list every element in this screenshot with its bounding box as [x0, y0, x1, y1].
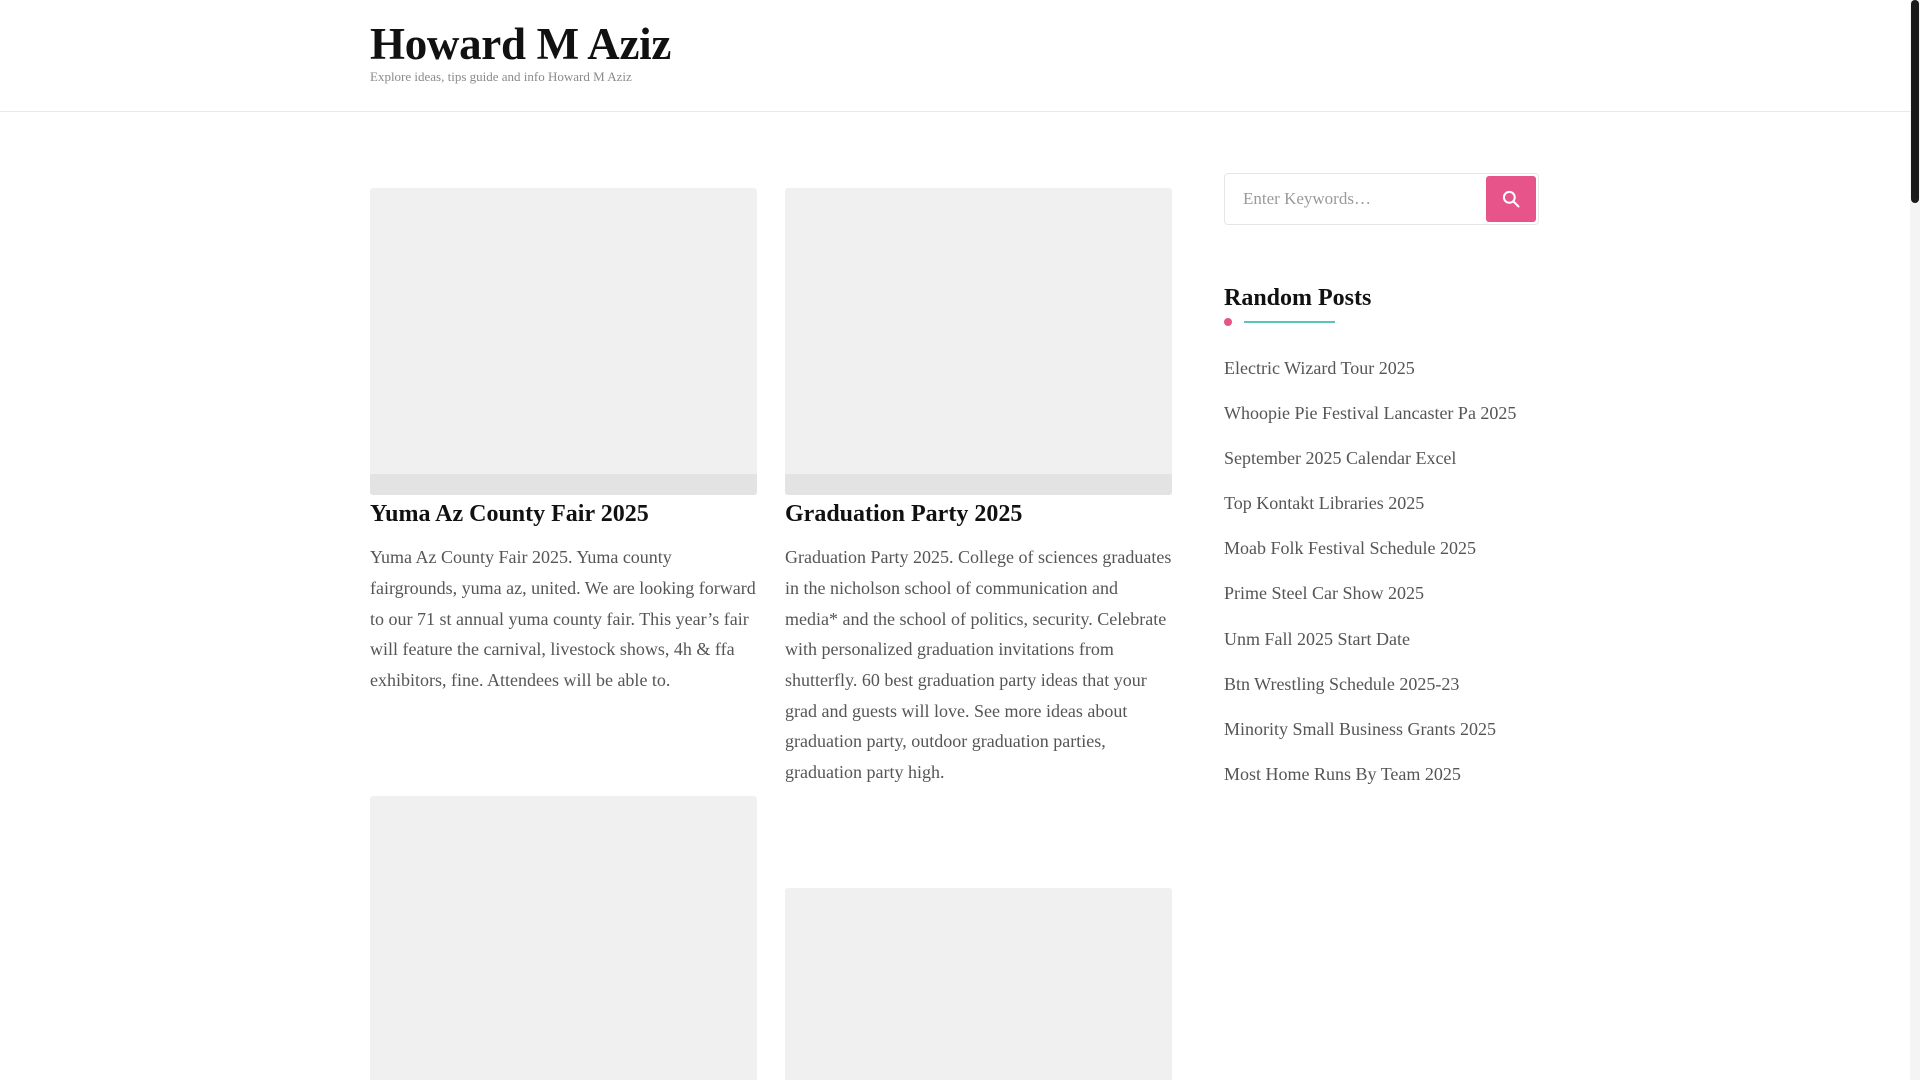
random-post-link[interactable]: Prime Steel Car Show 2025 [1224, 583, 1424, 604]
search-button[interactable] [1486, 176, 1536, 222]
random-post-link[interactable]: Btn Wrestling Schedule 2025-23 [1224, 673, 1460, 694]
post-thumbnail[interactable] [785, 188, 1172, 495]
site-title[interactable]: Howard M Aziz [370, 19, 672, 69]
random-post-link[interactable]: Top Kontakt Libraries 2025 [1224, 493, 1425, 514]
scrollbar-thumb[interactable] [1911, 0, 1919, 203]
post-card [785, 188, 1172, 788]
random-post-link[interactable]: Unm Fall 2025 Start Date [1224, 628, 1410, 649]
random-post-link[interactable]: September 2025 Calendar Excel [1224, 448, 1457, 469]
post-title[interactable]: Graduation Party 2025 [785, 501, 1023, 527]
post-excerpt: Graduation Party 2025. College of sciences graduates in the nicholson school of communication and media* and the school of politics, security. Celebrate with personalized graduation invitations from shutterfly. 60 best graduation party ideas that your grad and guests will love. See more ideas about graduation party, outdoor graduation parties, graduation party high. [785, 547, 1172, 783]
random-post-link[interactable]: Most Home Runs By Team 2025 [1224, 763, 1461, 784]
random-post-link[interactable]: Electric Wizard Tour 2025 [1224, 358, 1415, 378]
post-thumbnail[interactable] [370, 188, 757, 495]
site-description: Explore ideas, tips guide and info Howard M Aziz [370, 69, 632, 84]
scrollbar[interactable] [1910, 0, 1920, 1080]
random-posts-title: Random Posts [1224, 285, 1372, 311]
search-input[interactable] [1225, 174, 1487, 224]
post-card [370, 188, 757, 696]
post-thumbnail[interactable] [370, 796, 757, 1080]
post-card [785, 888, 1172, 1080]
search-icon [1501, 189, 1521, 209]
search-form [1224, 173, 1539, 225]
random-posts-list [1224, 352, 1516, 803]
title-underline-dot [1224, 318, 1232, 326]
random-post-link[interactable]: Whoopie Pie Festival Lancaster Pa 2025 [1224, 403, 1517, 424]
random-post-link[interactable]: Minority Small Business Grants 2025 [1224, 718, 1497, 739]
random-post-link[interactable]: Moab Folk Festival Schedule 2025 [1224, 538, 1476, 559]
post-title[interactable]: Yuma Az County Fair 2025 [370, 501, 649, 527]
site-header [0, 0, 1910, 112]
post-card [370, 796, 757, 1080]
post-thumbnail[interactable] [785, 888, 1172, 1080]
title-underline-line [1244, 321, 1335, 323]
post-excerpt: Yuma Az County Fair 2025. Yuma county fairgrounds, yuma az, united. We are looking forward to our 71 st annual yuma county fair. This year’s fair will feature the carnival, livestock shows, 4h & ffa exhibitors, fine. Attendees will be able to. [370, 547, 756, 690]
